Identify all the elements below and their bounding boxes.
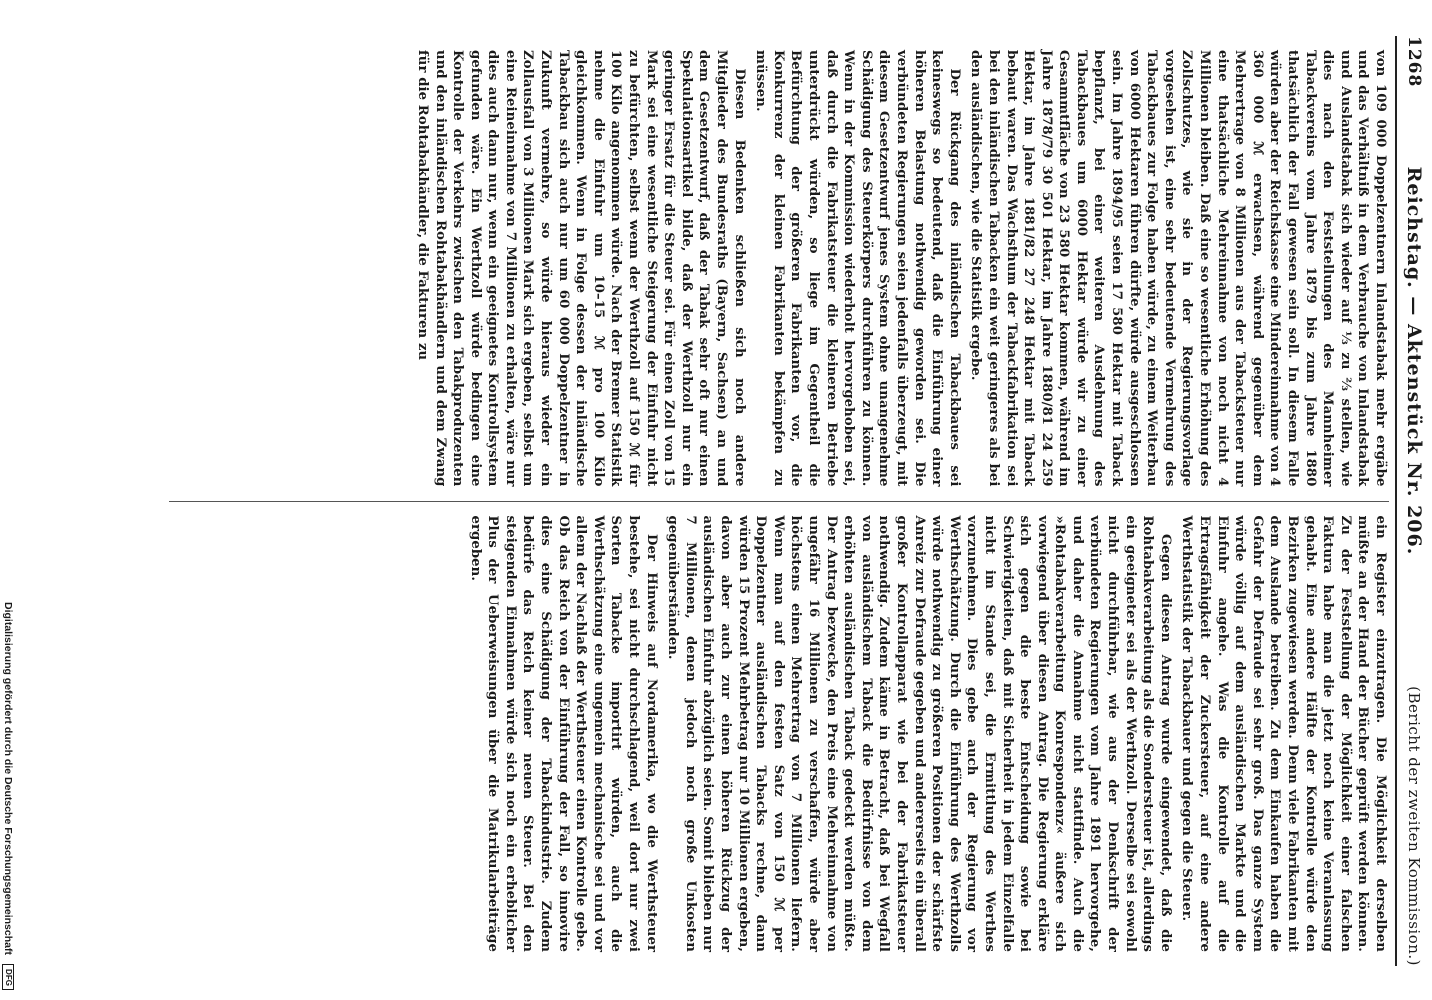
digitization-credit xyxy=(0,602,16,982)
text-column-left xyxy=(169,36,1389,501)
paragraph: Diesen Bedenken schließen sich noch andere Mitglieder des Bundesraths (Bayern, Sachsen) an und dem Gesetzentwurf, daß der Tabak sehr oft nur einen Spekulationsartikel bilde, daß der Werthzoll nur ein geringer Ersatz für die Steuer sei. Für einen Zoll von 15 Mark sei eine wesentliche Steigerung der Einfuhr nicht zu befürchten, selbst wenn der Werthzoll auf 150 ℳ für 100 Kilo angenommen würde. Nach der Bremer Statistik nehme die Einfuhr um 10–15 ℳ pro 100 Kilo gleichkommen. Wenn in Folge dessen der inländische Tabackbau sich auch nur um 60 000 Doppelzentner in Zukunft vermehre, so würde hieraus wieder ein Zollausfall von 3 Millionen Mark sich ergeben, selbst um eine Reineinnahme von 7 Millionen zu erhalten, wäre nur dies auch dann nur, wenn ein geeignetes Kontrollsystem gefunden wäre. Ein Werthzoll würde bedingen eine Kontrolle der Verkehrs zwischen den Tabakproduzenten und den inländischen Rohtabakhändlern und dem Zwang für die Rohtabakhändler, die Fakturen zu xyxy=(414,50,747,487)
paragraph: Der Rückgang des inländischen Tabackbaues sei keineswegs so bedeutend, daß die Einführung einer höheren Belastung nothwendig geworden sei. Die verbündeten Regierungen seien jedenfalls überzeugt, mit diesem Gesetzentwurf jenes System ohne unangenehme Schädigung des Steuerkörpers durchführen zu können. Wenn in der Kommission wiederholt hervorgehoben sei, daß durch die Fabrikatsteuer die kleineren Betriebe unterdrückt würden, so liege im Gegentheil die Befürchtung der größeren Fabrikanten vor, die Konkurrenz der kleinen Fabrikanten bekämpfen zu müssen. xyxy=(753,50,962,487)
page-header xyxy=(1395,36,1431,966)
scanned-page xyxy=(131,36,1431,1000)
dfg-logo xyxy=(2,964,14,990)
page-number: 1268 xyxy=(1404,36,1424,88)
paragraph: von 109 000 Doppelzentnern Inlandstabak mehr ergäbe und das Verhältniß in dem Verbrauche von Inlandstabak und Auslandstabak sich wieder auf ⅓ zu ⅔ stellen, wie dies nach den Feststellungen des Mannheimer Tabackvereins vom Jahre 1879 bis zum Jahre 1880 thatsächlich der Fall gewesen sein soll. In diesem Falle würden aber der Reichskasse eine Mindereinnahme von 4 360 000 ℳ erwachsen, während gegenüber dem Mehrertrage von 8 Millionen aus der Tabacksteuer nur eine thatsächliche Mehreinnahme von noch nicht 4 Millionen bleiben. Daß eine so wesentliche Erhöhung des Zollschutzes, wie sie in der Regierungsvorlage vorgesehen ist, eine sehr bedeutende Vermehrung des Tabackbaues zur Folge haben würde, zu einem Weiterbau von 6000 Hektaren führen dürfte, würde ausgeschlossen sein. Im Jahre 1894/95 seien 17 580 Hektar mit Taback bepflanzt, bei einer weiteren Ausdehnung des Tabackbaues um 6000 Hektar würde wir zu einer Gesammtfläche von 23 580 Hektar kommen, während im Jahre 1878/79 30 501 Hektar, im Jahre 1880/81 24 259 Hektar, im Jahre 1881/82 27 248 Hektar mit Taback bebaut waren. Das Wachsthum der Tabackfabrikation sei bei den inländischen Tabacken ein weit geringeres als bei den ausländischen, wie die Statistik ergebe. xyxy=(968,50,1388,487)
paragraph: Gegen diesen Antrag wurde eingewendet, daß die Rohtabakverarbeitung als die Sondersteuer ist, allerdings ein geeigneter sei als der Werthzoll. Derselbe sei sowohl nicht durchführbar, wie aus der Denkschrift der verbündeten Regierungen vom Jahre 1891 hervorgehe, und daher die Annahme nicht stattfinde. Auch die »Rohtabakverarbeitung Konrespondenz« äußere sich vorwiegend über diesen Antrag. Die Regierung erkläre sich gegen die beste Entscheidung sowie bei Schwierigkeiten, daß mit Sicherheit in jedem Einzelfalle nicht im Stande sei, die Ermittlung des Werthes vorzunehmen. Dies gebe auch der Regierung vor Werthschätzung. Durch die Einführung des Werthzolls würde nothwendig zu größeren Positionen der schärfste Anreiz zur Defraude gegeben und andererseits ein überall großer Kontrollapparat wie bei der Fabrikatsteuer nothwendig. Zudem käme in Betracht, daß bei Wegfall von ausländischem Taback die Bedürfnisse von dem erhöhten ausländischen Taback gedeckt werden müßte. Der Antrag bezwecke, den Preis eine Mehreinnahme von ungefähr 16 Millionen zu verschaffen, würde aber höchstens einen Mehrertrag von 7 Millionen liefern. Wenn man auf den festen Satz von 150 ℳ per Doppelzentner ausländischen Tabacks rechne, dann würden 15 Prozent Mehrbetrag nur 10 Millionen ergeben, davon aber auch zur einen höheren Rückzug der ausländischen Einfuhr abzüglich seien. Somit blieben nur 7 Millionen, denen jedoch noch große Unkosten gegenüberständen. xyxy=(665,515,1173,952)
running-title: Reichstag. — Aktenstück Nr. 206. xyxy=(1403,166,1425,556)
credit-text: Digitalisierung gefördert durch die Deutsche Forschungsgemeinschaft xyxy=(2,602,14,955)
section-title: (Bericht der zweiten Kommission.) xyxy=(1405,686,1423,966)
paragraph: Der Hinweis auf Nordamerika, wo die Werthsteuer bestehe, sei nicht durchschlagend, weil dort nur zwei Sorten Tabacke importirt würden, auch die Werthschätzung eine ungemein mechanische sei und vor allem der Nachlaß der Werthsteuer einen Kontrolle gebe. Ob das Reich von der Einführung der Fall, so innovire dies eine Schädigung der Tabackindustrie. Zudem bedürfe das Reich keiner neuen Steuer. Bei den steigenden Einnahmen würde sich noch ein erheblicher Plus der Ueberweisungen über die Matrikularbeiträge ergeben. xyxy=(467,515,659,952)
text-columns xyxy=(169,36,1389,966)
paragraph: ein Register einzutragen. Die Möglichkeit derselben müßte an der Hand der Bücher geprüft werden können. Zu der Feststellung der Möglichkeit einer falschen Faktura habe man die jetzt noch keine Veranlassung gehabt. Eine andere Hälfte der Kontrolle würde den Bezirken zugewiesen werden. Denn viele Fabrikanten mit dem Auslande betreiben. Zu dem Einkaufen haben die Gefahr der Defraude sei sehr groß. Das ganze System würde völlig auf dem ausländischen Markte und die Einfuhr angehe. Was die Kontrolle auf die Ertragsfähigkeit der Zuckersteuer, auf eine andere Werthstatistik der Tabackbauer und gegen die Steuer. xyxy=(1179,515,1388,952)
page-content xyxy=(169,36,1431,966)
text-column-right xyxy=(169,501,1389,967)
dfg-logo-text: DFG xyxy=(3,968,13,986)
